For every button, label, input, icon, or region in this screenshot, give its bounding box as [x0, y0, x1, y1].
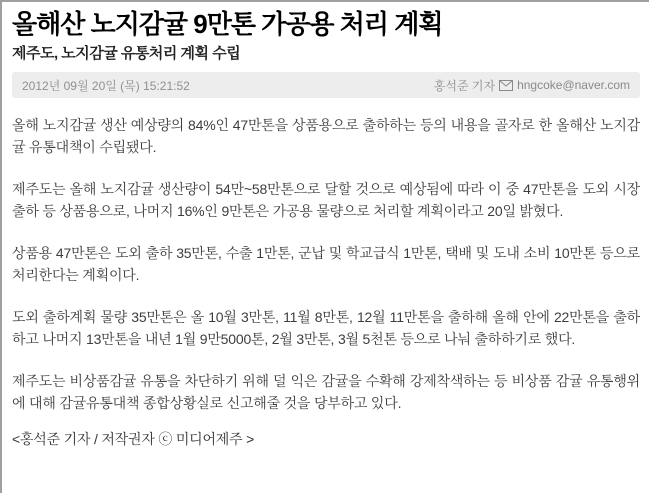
article-paragraph: 올해 노지감귤 생산 예상량의 84%인 47만톤을 상품용으로 출하하는 등의 내용을 골자로 한 올해산 노지감귤 유통대책이 수립됐다. [12, 117, 640, 155]
reporter-name: 홍석준 기자 [433, 78, 496, 93]
article-body [12, 114, 640, 414]
article-subtitle: 제주도, 노지감귤 유통처리 계획 수립 [12, 45, 241, 62]
reporter-byline [434, 77, 630, 94]
article-footer-credit: <홍석준 기자 / 저작권자 ⓒ 미디어제주 > [12, 431, 255, 447]
article-paragraph: 제주도는 올해 노지감귤 생산량이 54만~58만톤으로 달할 것으로 예상됨에 따라 이 중 47만톤을 도외 시장 출하 등 상품용으로, 나머지 16%인 9만톤은 가공용 물량으로 처리할 계획이라고 20일 밝혔다. [12, 181, 640, 219]
article-paragraph: 제주도는 비상품감귤 유통을 차단하기 위해 덜 익은 감귤을 수확해 강제착색하는 등 비상품 감귤 유통행위에 대해 감귤유통대책 종합상황실로 신고해줄 것을 당부하고 있다. [12, 373, 640, 411]
article-paragraph: 도외 출하계획 물량 35만톤은 올 10월 3만톤, 11월 8만톤, 12월 11만톤을 출하해 올해 안에 22만톤을 출하하고 나머지 13만톤을 내년 1월 9만5000톤, 2월 3만톤, 3월 5천톤 등으로 나눠 출하하기로 했다. [12, 309, 640, 347]
article-meta-bar [12, 72, 640, 98]
envelope-icon [499, 80, 513, 91]
reporter-email[interactable]: hngcoke@naver.com [517, 78, 630, 92]
article-title: 올해산 노지감귤 9만톤 가공용 처리 계획 [12, 9, 443, 39]
article-paragraph: 상품용 47만톤은 도외 출하 35만톤, 수출 1만톤, 군납 및 학교급식 1만톤, 택배 및 도내 소비 10만톤 등으로 처리한다는 계획이다. [12, 245, 640, 283]
article-datetime: 2012년 09월 20일 (목) 15:21:52 [22, 78, 190, 93]
